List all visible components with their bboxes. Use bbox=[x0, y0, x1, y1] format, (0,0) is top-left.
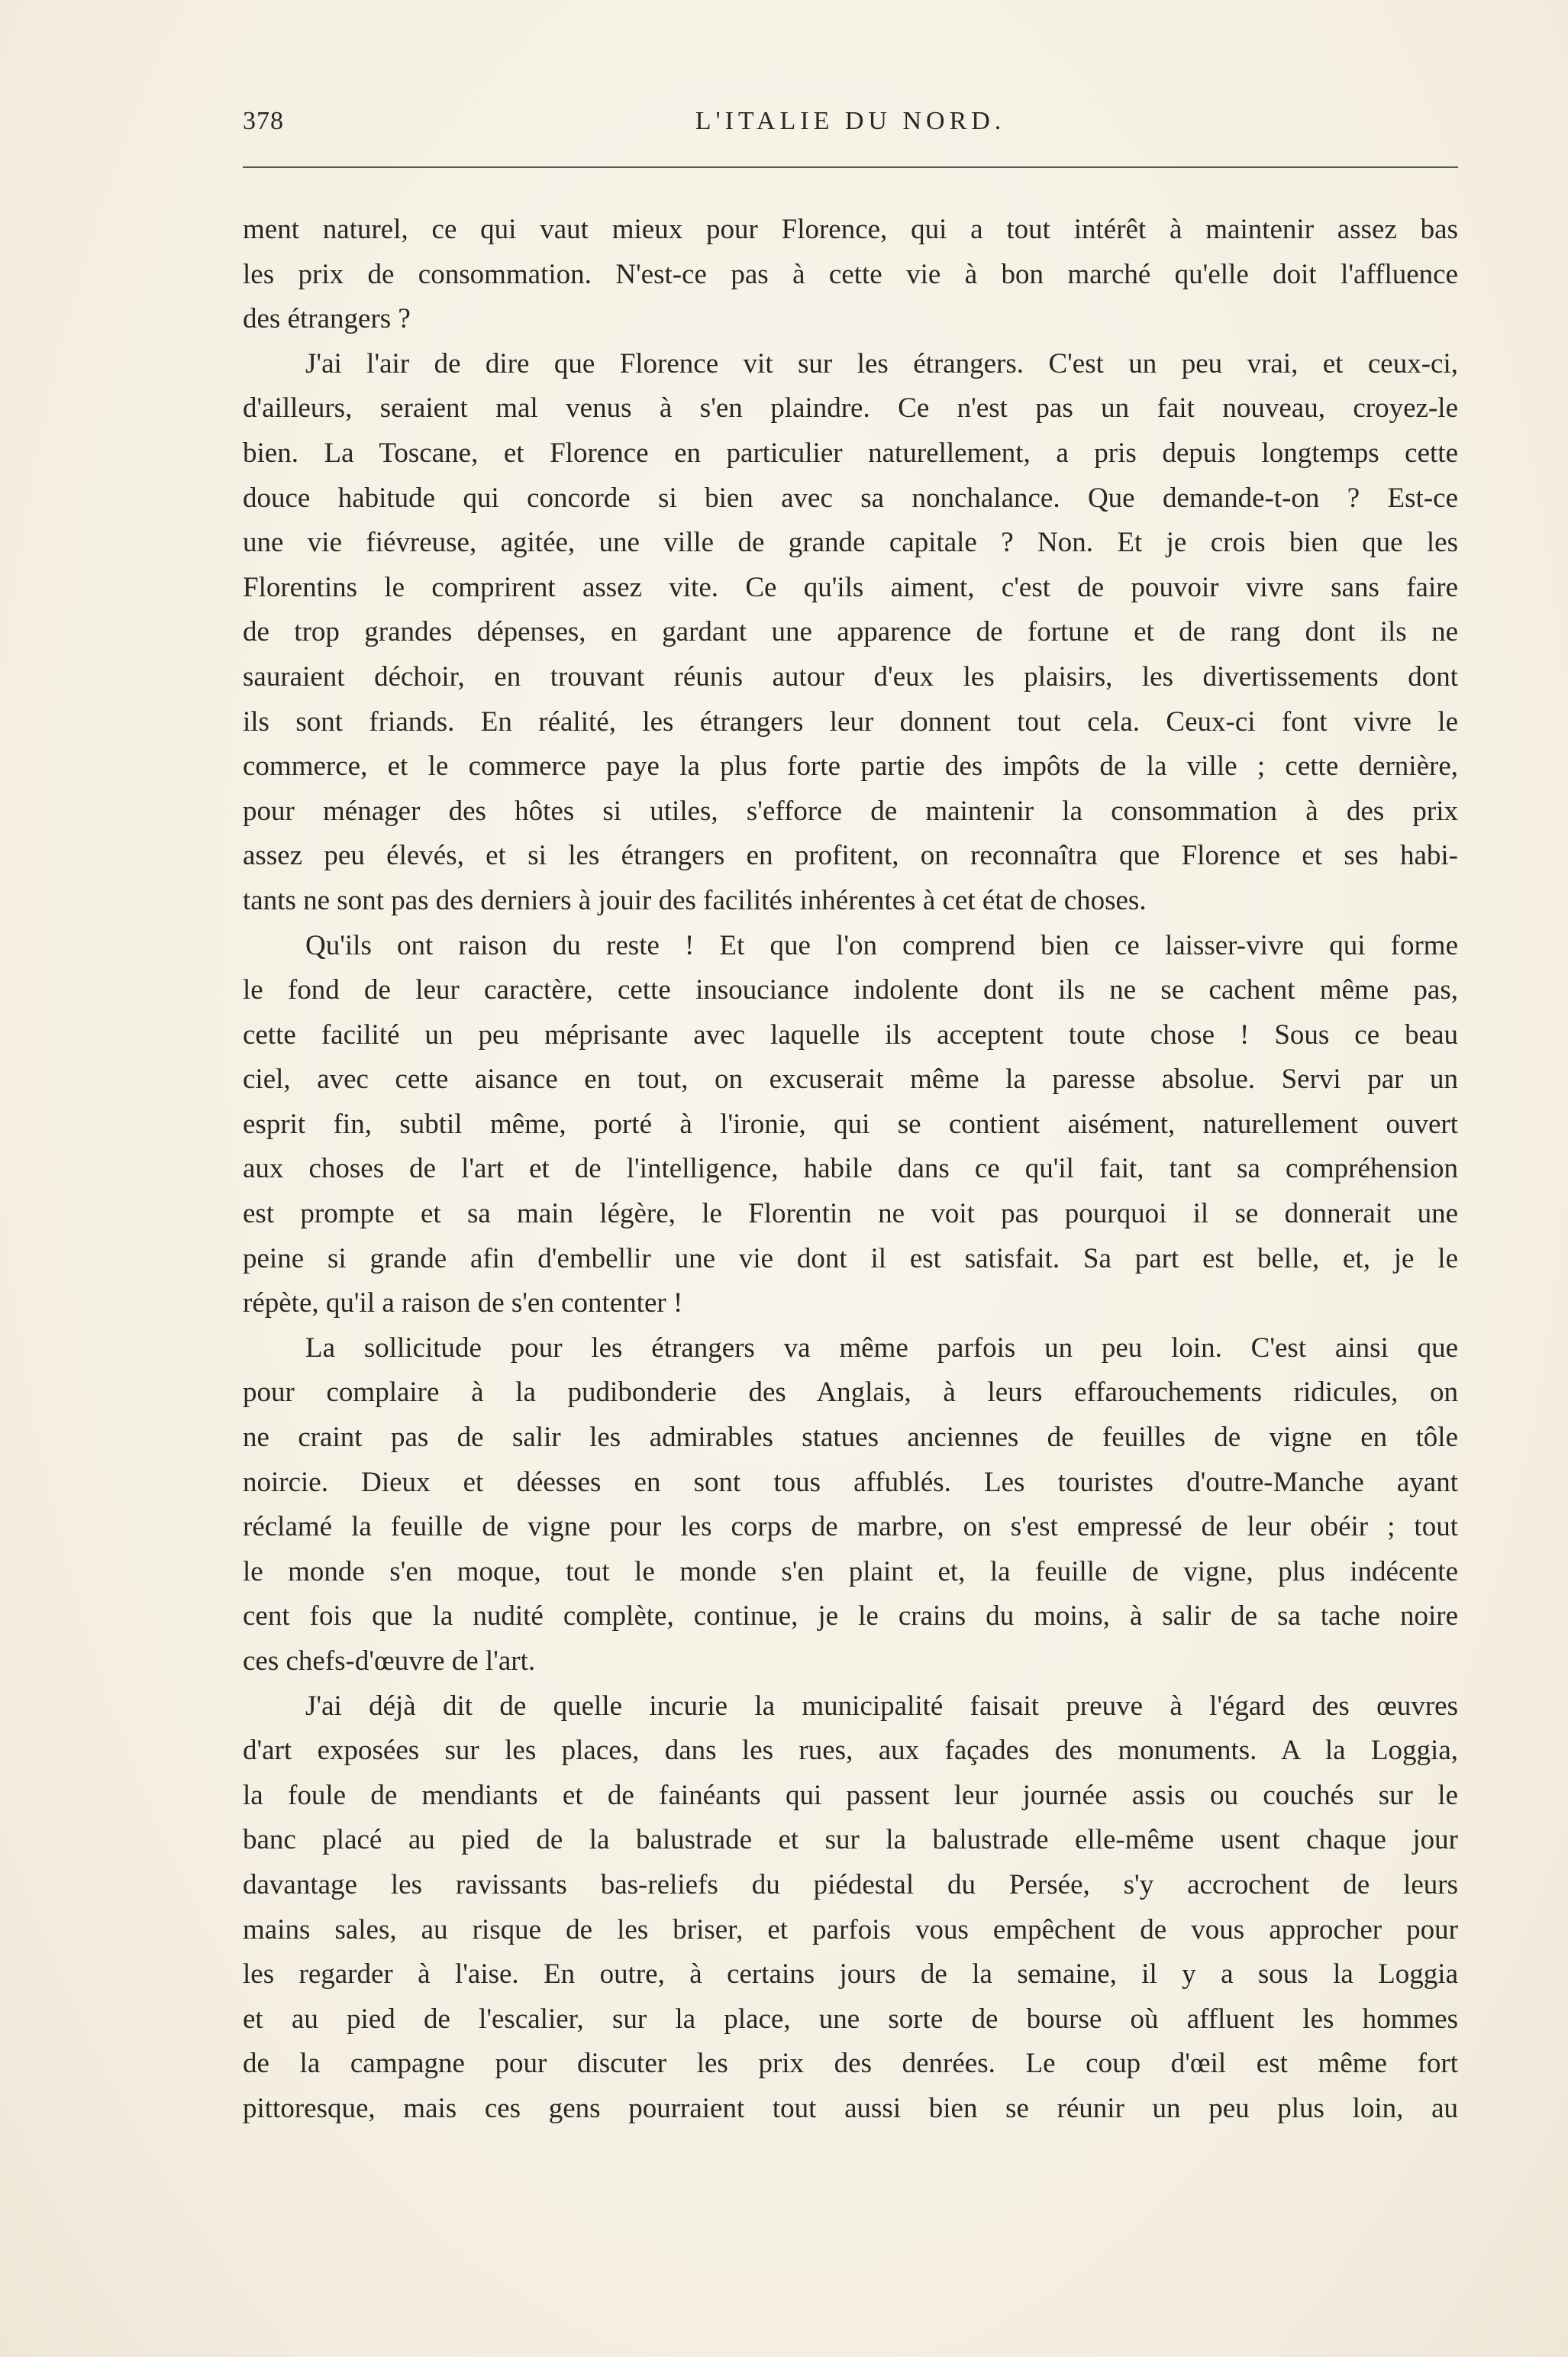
text-line: les regarder à l'aise. En outre, à certains jours de la semaine, il y a sous la Loggia bbox=[243, 1958, 1458, 1991]
text-line: peine si grande afin d'embellir une vie dont il est satisfait. Sa part est belle, et, je le bbox=[243, 1242, 1458, 1274]
text-line: le fond de leur caractère, cette insouciance indolente dont ils ne se cachent même pas, bbox=[243, 974, 1458, 1006]
text-line: et au pied de l'escalier, sur la place, une sorte de bourse où affluent les hommes bbox=[243, 2003, 1458, 2035]
text-line: de trop grandes dépenses, en gardant une apparence de fortune et de rang dont ils ne bbox=[243, 616, 1458, 648]
text-line: banc placé au pied de la balustrade et sur la balustrade elle-même usent chaque jour bbox=[243, 1824, 1458, 1856]
running-head bbox=[243, 107, 1458, 145]
text-line: ment naturel, ce qui vaut mieux pour Florence, qui a tout intérêt à maintenir assez bas bbox=[243, 214, 1458, 245]
text-line: de la campagne pour discuter les prix des denrées. Le coup d'œil est même fort bbox=[243, 2048, 1458, 2080]
text-line: réclamé la feuille de vigne pour les corps de marbre, on s'est empressé de leur obéir ; tout bbox=[243, 1511, 1458, 1543]
text-line: La sollicitude pour les étrangers va même parfois un peu loin. C'est ainsi que bbox=[305, 1332, 1458, 1364]
text-line: ciel, avec cette aisance en tout, on excuserait même la paresse absolue. Servi par un bbox=[243, 1064, 1458, 1096]
text-line: pittoresque, mais ces gens pourraient tout aussi bien se réunir un peu plus loin, au bbox=[243, 2092, 1458, 2124]
text-line: douce habitude qui concorde si bien avec sa nonchalance. Que demande-t-on ? Est-ce bbox=[243, 482, 1458, 514]
running-title: L'ITALIE DU NORD. bbox=[695, 107, 1006, 135]
header-rule bbox=[243, 166, 1458, 168]
text-line: d'ailleurs, seraient mal venus à s'en plaindre. Ce n'est pas un fait nouveau, croyez-le bbox=[243, 392, 1458, 425]
text-line: tants ne sont pas des derniers à jouir des facilités inhérentes à cet état de choses. bbox=[243, 884, 1147, 916]
text-line: davantage les ravissants bas-reliefs du piédestal du Persée, s'y accrochent de leurs bbox=[243, 1868, 1458, 1900]
text-line: cent fois que la nudité complète, continue, je le crains du moins, à salir de sa tache noire bbox=[243, 1600, 1458, 1632]
text-line: mains sales, au risque de les briser, et parfois vous empêchent de vous approcher pour bbox=[243, 1913, 1458, 1945]
text-line: aux choses de l'art et de l'intelligence, habile dans ce qu'il fait, tant sa compréhension bbox=[243, 1153, 1458, 1185]
text-line: d'art exposées sur les places, dans les rues, aux façades des monuments. A la Loggia, bbox=[243, 1735, 1458, 1767]
text-line: le monde s'en moque, tout le monde s'en plaint et, la feuille de vigne, plus indécente bbox=[243, 1555, 1458, 1587]
text-line: J'ai déjà dit de quelle incurie la municipalité faisait preuve à l'égard des œuvres bbox=[305, 1690, 1458, 1722]
text-line: les prix de consommation. N'est-ce pas à cette vie à bon marché qu'elle doit l'affluence bbox=[243, 258, 1458, 290]
text-line: J'ai l'air de dire que Florence vit sur les étrangers. C'est un peu vrai, et ceux-ci, bbox=[305, 347, 1458, 379]
text-line: est prompte et sa main légère, le Florentin ne voit pas pourquoi il se donnerait une bbox=[243, 1198, 1458, 1230]
text-line: esprit fin, subtil même, porté à l'ironie, qui se contient aisément, naturellement ouvert bbox=[243, 1108, 1458, 1140]
body-text bbox=[243, 208, 1458, 2132]
text-line: sauraient déchoir, en trouvant réunis autour d'eux les plaisirs, les divertissements dont bbox=[243, 660, 1458, 693]
text-line: pour complaire à la pudibonderie des Anglais, à leurs effarouchements ridicules, on bbox=[243, 1377, 1458, 1409]
text-line: des étrangers ? bbox=[243, 303, 411, 335]
text-line: assez peu élevés, et si les étrangers en profitent, on reconnaîtra que Florence et ses habi- bbox=[243, 840, 1458, 872]
text-line: noircie. Dieux et déesses en sont tous affublés. Les touristes d'outre-Manche ayant bbox=[243, 1466, 1458, 1498]
text-line: ils sont friands. En réalité, les étrangers leur donnent tout cela. Ceux-ci font vivre le bbox=[243, 705, 1458, 738]
text-line: bien. La Toscane, et Florence en particulier naturellement, a pris depuis longtemps cette bbox=[243, 437, 1458, 469]
text-line: commerce, et le commerce paye la plus forte partie des impôts de la ville ; cette dernière, bbox=[243, 751, 1458, 783]
text-line: pour ménager des hôtes si utiles, s'efforce de maintenir la consommation à des prix bbox=[243, 795, 1458, 827]
text-line: ne craint pas de salir les admirables statues anciennes de feuilles de vigne en tôle bbox=[243, 1422, 1458, 1454]
page-number: 378 bbox=[243, 107, 284, 135]
text-line: Florentins le comprirent assez vite. Ce qu'ils aiment, c'est de pouvoir vivre sans faire bbox=[243, 571, 1458, 603]
text-line: la foule de mendiants et de fainéants qui passent leur journée assis ou couchés sur le bbox=[243, 1779, 1458, 1811]
text-line: une vie fiévreuse, agitée, une ville de grande capitale ? Non. Et je crois bien que les bbox=[243, 527, 1458, 559]
text-line: Qu'ils ont raison du reste ! Et que l'on comprend bien ce laisser-vivre qui forme bbox=[305, 929, 1458, 961]
text-line: répète, qu'il a raison de s'en contenter ! bbox=[243, 1287, 683, 1319]
text-line: ces chefs-d'œuvre de l'art. bbox=[243, 1645, 536, 1677]
text-line: cette facilité un peu méprisante avec laquelle ils acceptent toute chose ! Sous ce beau bbox=[243, 1019, 1458, 1051]
